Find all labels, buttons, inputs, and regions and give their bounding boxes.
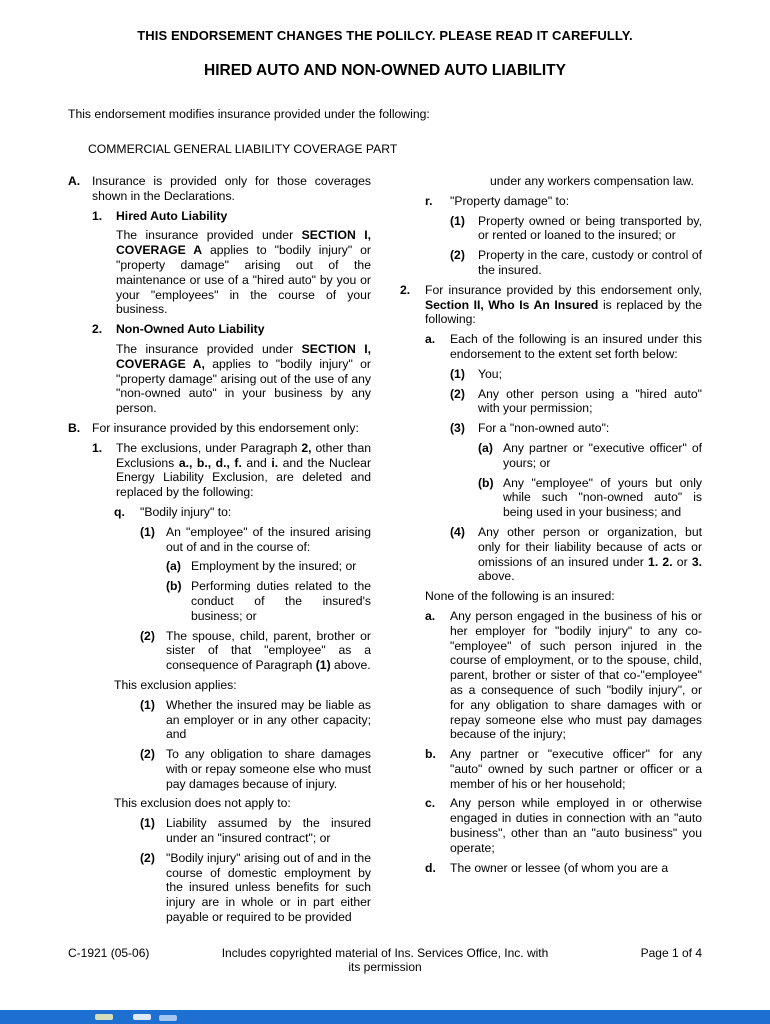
list-label: (2)	[450, 248, 465, 263]
text-run: This exclusion applies:	[114, 677, 237, 692]
list-item	[425, 861, 702, 876]
text-run: For insurance provided by this endorsement only:	[92, 420, 359, 435]
list-item	[478, 441, 702, 471]
copyright-notice: Includes copyrighted material of Ins. Services Office, Inc. with its permission	[221, 946, 549, 974]
text-run: above.	[478, 569, 515, 584]
text-run: Any person engaged in the business of his or her employer for "bodily injury" to any co-"employee" of such person injured in the course of employment, or to the spouse, child, parent, brother or sister of that co-"employee" as a consequence of such "bodily injury", or for any obligation to share damages with or repay someone else who must pay damages because of the injury;	[450, 608, 702, 742]
text-run: The exclusions, under Paragraph	[116, 440, 302, 455]
text-run: under any workers compensation law.	[490, 174, 694, 188]
paragraph	[114, 678, 371, 693]
list-label: 1.	[92, 208, 103, 223]
page-number: Page 1 of 4	[640, 946, 702, 960]
list-label: (2)	[140, 747, 155, 762]
list-item	[92, 209, 371, 224]
list-item	[450, 387, 702, 417]
banner-logo-marks	[95, 1014, 113, 1020]
text-run: Any other person or organization, but only for their liability because of acts or omissions of an insured under	[478, 524, 702, 569]
bold-text-run: 3.	[691, 554, 702, 569]
text-run: The insurance provided under	[116, 341, 302, 356]
text-run: The insurance provided under	[116, 228, 302, 243]
list-label: (1)	[140, 816, 155, 831]
list-item	[140, 525, 371, 555]
list-label: c.	[425, 796, 436, 811]
list-item	[140, 747, 371, 791]
text-run: Any partner or "executive officer" for any "auto" owned by such partner or officer or a member of his or her household;	[450, 747, 702, 791]
text-run: and the Nuclear Energy Liability Exclusion, are deleted and replaced by the following:	[116, 455, 372, 500]
list-item	[425, 194, 702, 209]
text-run: This exclusion does not apply to:	[114, 796, 291, 811]
list-item	[400, 283, 702, 327]
text-run: Insurance is provided only for those coverages shown in the Declarations.	[92, 174, 371, 203]
bold-text-run: Non-Owned Auto Liability	[116, 322, 265, 337]
text-run: Performing duties related to the conduct of the insured's business; or	[191, 579, 371, 623]
bold-text-run: 2.	[662, 554, 673, 569]
list-item	[450, 367, 702, 382]
text-run: Any other person using a "hired auto" with your permission;	[478, 386, 702, 416]
list-label: (a)	[478, 440, 493, 455]
list-item	[140, 816, 371, 846]
text-run: The owner or lessee (of whom you are a	[450, 860, 669, 875]
list-item	[166, 579, 371, 623]
list-label: (3)	[450, 421, 465, 436]
bold-text-run: 1.	[648, 554, 659, 569]
list-item	[92, 441, 371, 500]
list-label: A.	[68, 174, 81, 188]
paragraph	[116, 342, 371, 416]
list-item	[425, 796, 702, 855]
list-item	[450, 248, 702, 278]
bold-text-run: i.	[271, 455, 279, 470]
bold-text-run: (1)	[315, 658, 331, 673]
right-column	[400, 174, 702, 930]
intro-text: This endorsement modifies insurance provided under the following:	[68, 107, 430, 121]
list-label: (2)	[140, 850, 155, 865]
list-label: (1)	[450, 213, 465, 228]
text-run: "Bodily injury" to:	[140, 504, 232, 519]
text-run: Liability assumed by the insured under an "insured contract"; or	[166, 816, 371, 846]
bold-text-run: SECTION I, COVERAGE A,	[116, 341, 371, 371]
list-label: B.	[68, 420, 81, 435]
text-run: You;	[478, 366, 502, 381]
list-label: q.	[114, 504, 125, 519]
list-label: (2)	[450, 386, 465, 401]
list-label: 2.	[400, 282, 411, 297]
coverage-part-title: COMMERCIAL GENERAL LIABILITY COVERAGE PART	[88, 142, 398, 156]
text-run: "Bodily injury" arising out of and in the course of domestic employment by the insured unless benefits for such injury are in whole or in part either payable or required to be provided	[166, 850, 371, 925]
list-item	[450, 525, 702, 584]
list-item	[450, 421, 702, 436]
list-label: a.	[425, 332, 436, 347]
list-item	[166, 559, 371, 574]
list-label: (1)	[450, 366, 465, 381]
text-run: For insurance provided by this endorsement only,	[425, 282, 702, 297]
bold-text-run: SECTION I, COVERAGE A	[116, 228, 371, 258]
text-run: Any person while employed in or otherwise engaged in duties in connection with an "auto business", other than an "auto business" you operate;	[450, 796, 702, 855]
list-label: (b)	[478, 475, 494, 490]
form-number: C-1921 (05-06)	[68, 946, 150, 960]
list-item	[425, 747, 702, 791]
text-run: For a "non-owned auto":	[478, 421, 610, 436]
list-item	[425, 332, 702, 362]
two-column-body	[68, 174, 702, 930]
list-label: (1)	[140, 697, 155, 712]
list-label: (b)	[166, 579, 182, 594]
list-label: (4)	[450, 524, 465, 539]
list-label: a.	[425, 608, 436, 623]
text-run: and	[241, 455, 272, 470]
text-run: None of the following is an insured:	[425, 589, 615, 604]
list-label: 2.	[92, 322, 103, 337]
list-item	[68, 174, 371, 204]
paragraph	[490, 174, 702, 189]
list-label: b.	[425, 747, 436, 762]
text-run: "Property damage" to:	[450, 193, 570, 208]
bold-text-run: Section II, Who Is An Insured	[425, 297, 599, 312]
list-item	[92, 322, 371, 337]
list-label: (1)	[140, 524, 155, 539]
bold-text-run: Hired Auto Liability	[116, 208, 228, 223]
list-item	[425, 609, 702, 742]
left-column	[68, 174, 371, 930]
list-item	[478, 476, 702, 520]
text-run: Each of the following is an insured under this endorsement to the extent set forth below:	[450, 332, 702, 361]
text-run: Property owned or being transported by, or rented or loaned to the insured; or	[478, 213, 702, 243]
list-label: (2)	[140, 628, 155, 643]
document-title: HIRED AUTO AND NON-OWNED AUTO LIABILITY	[204, 62, 566, 79]
text-run: Any partner or "executive officer" of yours; or	[503, 440, 702, 470]
list-item	[68, 421, 371, 436]
text-run: Employment by the insured; or	[191, 559, 357, 574]
list-label: (a)	[166, 559, 181, 574]
list-item	[140, 698, 371, 742]
text-run: applies to "bodily injury" or "property damage" arising out of the use of any "non-owned auto" in your business by any person.	[116, 356, 371, 416]
list-item	[114, 505, 371, 520]
text-run: or	[672, 554, 692, 569]
text-run: is replaced by the following:	[425, 297, 702, 327]
page-footer	[68, 946, 702, 974]
text-run: above.	[330, 658, 371, 673]
text-run: To any obligation to share damages with or repay someone else who must pay damages because of injury.	[166, 747, 371, 791]
paragraph	[116, 228, 371, 317]
text-run: The spouse, child, parent, brother or sister of that "employee" as a consequence of Paragraph	[166, 628, 371, 673]
list-item	[140, 851, 371, 925]
text-run: Any "employee" of yours but only while such "non-owned auto" is being used in your business; and	[503, 475, 702, 520]
paragraph	[425, 589, 702, 604]
header-warning: THIS ENDORSEMENT CHANGES THE POLILCY. PLEASE READ IT CAREFULLY.	[137, 28, 633, 43]
text-run: applies to "bodily injury" or "property damage" arising out of the maintenance or use of a "hired auto" by you or your "employees" in the course of your business.	[116, 243, 371, 317]
list-item	[140, 629, 371, 673]
list-label: r.	[425, 193, 433, 208]
bold-text-run: 2,	[301, 440, 312, 455]
bottom-banner	[0, 1010, 770, 1024]
list-item	[450, 214, 702, 244]
paragraph	[114, 796, 371, 811]
list-label: 1.	[92, 440, 103, 455]
text-run: Whether the insured may be liable as an employer or in any other capacity; and	[166, 697, 371, 742]
text-run: An "employee" of the insured arising out of and in the course of:	[166, 524, 371, 554]
text-run: other than Exclusions	[116, 440, 371, 470]
bold-text-run: a., b., d., f.	[178, 455, 242, 470]
list-label: d.	[425, 860, 436, 875]
text-run: Property in the care, custody or control of the insured.	[478, 248, 702, 277]
